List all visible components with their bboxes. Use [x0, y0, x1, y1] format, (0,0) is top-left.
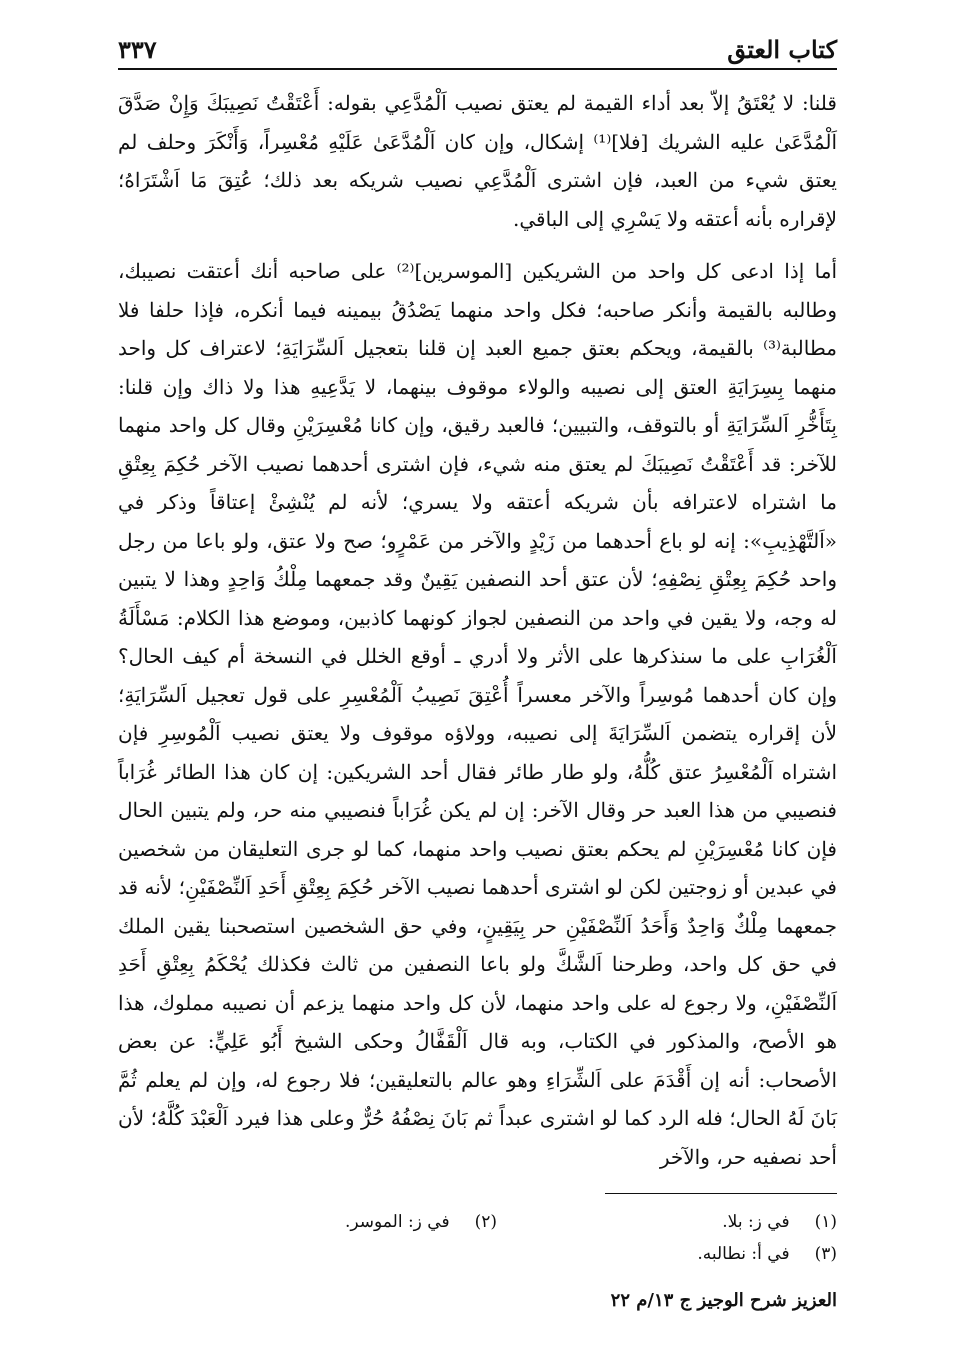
page-number: ٣٣٧: [118, 35, 157, 64]
footnote: [157, 1206, 497, 1238]
footnote: [497, 1238, 837, 1270]
header-divider: [118, 68, 837, 70]
footnote-text: في ز: بلا.: [722, 1212, 790, 1232]
footnote-text: في ز: الموسر.: [345, 1212, 450, 1232]
footnote-number: (٢): [474, 1212, 497, 1232]
main-text: [118, 84, 837, 1176]
footnote-text: في أ: نطالبه.: [697, 1244, 790, 1264]
paragraph: أما إذا ادعى كل واحد من الشريكين [الموسرين]⁽²⁾ على صاحبه أنك أعتقت نصيبك، وطالبه بالقيمة وأنكر صاحبه؛ فكل واحد منهما يَصْدُقُ بيمينه فيما أنكره، فإذا حلفا فلا مطالبة⁽³⁾ بالقيمة، ويحكم بعتق جميع العبد إن قلنا بتعجيل اَلسِّرَايَةِ؛ لاعتراف كل واحد منهما بِسِرَايَةِ العتق إلى نصيبه والولاء موقوف بينهما، لا يَدَّعِيهِ هذا ولا ذاك وإن قلنا: بِتَأَخُّرِ اَلسِّرَايَةِ أو بالتوقف، والتبيين؛ فالعبد رقيق، وإن كانا مُعْسِرَيْنِ وقال كل واحد منهما للآخر: قد أَعْتَقْتُ نَصِيبَكَ لم يعتق منه شيء، فإن اشترى أحدهما نصيب الآخر حُكِمَ بِعِتْقِ ما اشتراه لاعترافه بأن شريكه أعتقه ولا يسري؛ لأنه لم يُنْشِئْ إعتاقاً وذكر في «اَلتَّهْذِيبِ»: إنه لو باع أحدهما من زَيْدٍ والآخر من عَمْرٍو؛ صح ولا عتق، ولو باعا من رجل واحد حُكِمَ بِعِتْقِ نِصْفِهِ؛ لأن عتق أحد النصفين يَقِينٌ وقد جمعهما مِلْكُ وَاحِدٍ وهذا لا يتبين له وجه، ولا يقين في واحد من النصفين لجواز كونهما كاذبين، وموضع هذا الكلام: مَسْأَلَةُ اَلْغُرَابِ على ما سنذكرها على الأثر ولا أدري ـ أوقع الخلل في النسخة أم كيف الحال؟ وإن كان أحدهما مُوسِراً والآخر معسراً أُعْتِقَ نَصِيبُ اَلْمُعْسِرِ على قول تعجيل اَلسِّرَايَةِ؛ لأن إقراره يتضمن اَلسِّرَايَةَ إلى نصيبه، وولاؤه موقوف ولا يعتق نصيب اَلْمُوسِرِ فإن اشتراه اَلْمُعْسِرُ عتق كُلُّهُ، ولو طار طائر فقال أحد الشريكين: إن كان هذا الطائر غُرَاباً فنصيبي من هذا العبد حر وقال الآخر: إن لم يكن غُرَاباً فنصيبي منه حر، ولم يتبين الحال فإن كانا مُعْسِرَيْنِ لم يحكم بعتق نصيب واحد منهما، كما لو جرى التعليقان من شخصين في عبدين أو زوجتين لكن لو اشترى أحدهما نصيب الآخر حُكِمَ بِعِتْقِ أَحَدِ اَلنِّصْفَيْنِ؛ لأنه قد جمعهما مِلْكٌ وَاحِدٌ وَأَحَدُ اَلنِّصْفَيْنِ حر بِيَقِينٍ، وفي حق الشخصين استصحبنا يقين الملك في حق كل واحد، وطرحنا اَلشَّكَّ ولو باعا النصفين من ثالث فكذلك يُحْكَمُ بِعِتْقِ أَحَدِ اَلنِّصْفَيْنِ، ولا رجوع له على واحد منهما، لأن كل واحد منهما يزعم أن نصيبه مملوك، هذا هو الأصح، والمذكور في الكتاب، وبه قال اَلْقَفَّالُ وحكى الشيخ أَبُو عَلِيٍّ: عن بعض الأصحاب: أنه إن أَقْدَمَ على اَلشِّرَاءِ وهو عالم بالتعليقين؛ فلا رجوع له، وإن لم يعلم ثُمَّ بَانَ لَهُ الحال؛ فله الرد كما لو اشترى عبداً ثم بَانَ نِصْفُهُ حُرٌّ وعلى هذا فيرد اَلْعَبْدَ كُلَّهُ؛ لأن أحد نصفيه حر، والآخر: [118, 259, 837, 1169]
page-footer: العزيز شرح الوجيز ج ١٣/م ٢٢: [610, 1290, 837, 1311]
chapter-title: كتاب العتق: [727, 35, 837, 64]
paragraph: قلنا: لا يُعْتَقُ إلاّ بعد أداء القيمة لم يعتق نصيب اَلْمُدَّعِي بقوله: أَعْتَقْتُ نَصِيبَكَ وَإِنْ صَدَّقَ اَلْمُدَّعَىٰ عليه الشريك [فلا]⁽¹⁾ إشكال، وإن كان اَلْمُدَّعَىٰ عَلَيْهِ مُعْسِراً، وَأَنْكَرَ وحلف لم يعتق شيء من العبد، فإن اشترى اَلْمُدَّعِي نصيب شريكه بعد ذلك؛ عُتِقَ مَا اَشْتَرَاهُ؛ لإقراره بأنه أعتقه ولا يَسْرِي إلى الباقي.: [118, 91, 837, 231]
footnote-number: (١): [814, 1212, 837, 1232]
footnote: [497, 1206, 837, 1238]
footnotes: [118, 1206, 837, 1270]
page-header: [118, 30, 837, 64]
footnote-number: (٣): [814, 1244, 837, 1264]
footnote-divider: [605, 1193, 837, 1194]
